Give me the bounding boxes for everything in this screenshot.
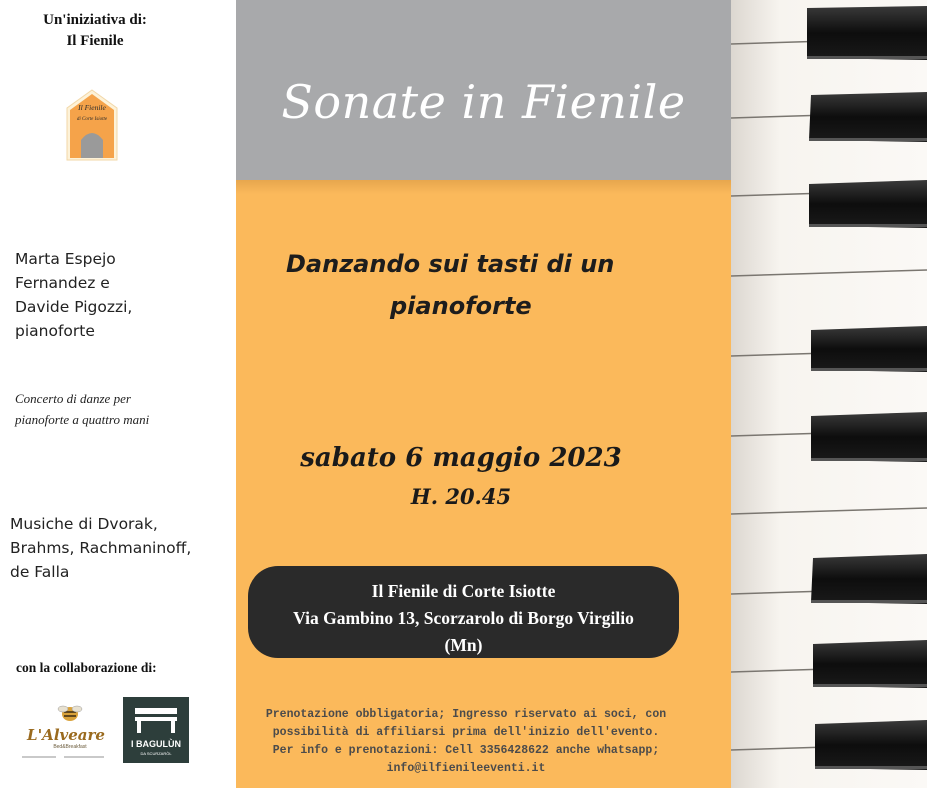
info-line: possibilità di affiliarsi prima dell'inizio dell'evento. [272,726,660,739]
fienile-logo [65,88,119,162]
left-column [0,0,236,788]
bagulun-tagline: DA SCURZARÒL [140,751,172,756]
bagulun-name: I BAGULÙN [131,739,181,749]
composers-line: Musiche di Dvorak, [10,515,158,533]
subtitle-line: pianoforte [390,292,532,320]
initiative-organizer: Il Fienile [66,33,124,49]
initiative-heading [0,10,190,52]
venue-province: (Mn) [444,635,483,655]
performers-text [15,247,225,343]
piano-keys-illustration [731,0,927,788]
piano-keys-image [731,0,927,788]
alveare-tagline: Bed&Breakfast [53,744,87,750]
subtitle-line: Danzando sui tasti di un [286,250,615,278]
event-time: H. 20.45 [410,484,512,509]
initiative-label: Un'iniziativa di: [43,12,147,28]
info-email: info@ilfienileeventi.it [386,762,546,775]
event-date: sabato 6 maggio 2023 [300,443,622,473]
event-title: Sonate in Fienile [281,75,686,129]
performers-line: Marta Espejo [15,250,116,268]
concerto-description [15,388,215,430]
venue-box [248,566,679,658]
venue-name: Il Fienile di Corte Isiotte [371,581,556,601]
performers-line: Davide Pigozzi, [15,298,133,316]
info-line: Prenotazione obbligatoria; Ingresso riservato ai soci, con [265,708,667,721]
alveare-logo [20,700,112,764]
bagulun-logo [123,697,189,763]
composers-line: de Falla [10,563,70,581]
logo-text-sub: di Corte Isiotte [76,117,108,122]
alveare-name: L'Alveare [27,726,105,744]
concerto-line: Concerto di danze per [15,391,131,406]
performers-line: pianoforte [15,322,95,340]
panel-shadow [236,180,731,194]
composers-line: Brahms, Rachmaninoff, [10,539,192,557]
logo-text-name: Il Fienile [78,103,106,112]
info-line: Per info e prenotazioni: Cell 3356428622 anche whatsapp; [272,744,660,757]
composers-text [10,512,230,584]
booking-info [236,706,696,778]
event-subtitle [286,243,626,327]
performers-line: Fernandez e [15,274,110,292]
concerto-line: pianoforte a quattro mani [15,412,150,427]
venue-address: Via Gambino 13, Scorzarolo di Borgo Virgilio [293,608,634,628]
collaboration-label: con la collaborazione di: [16,660,157,675]
